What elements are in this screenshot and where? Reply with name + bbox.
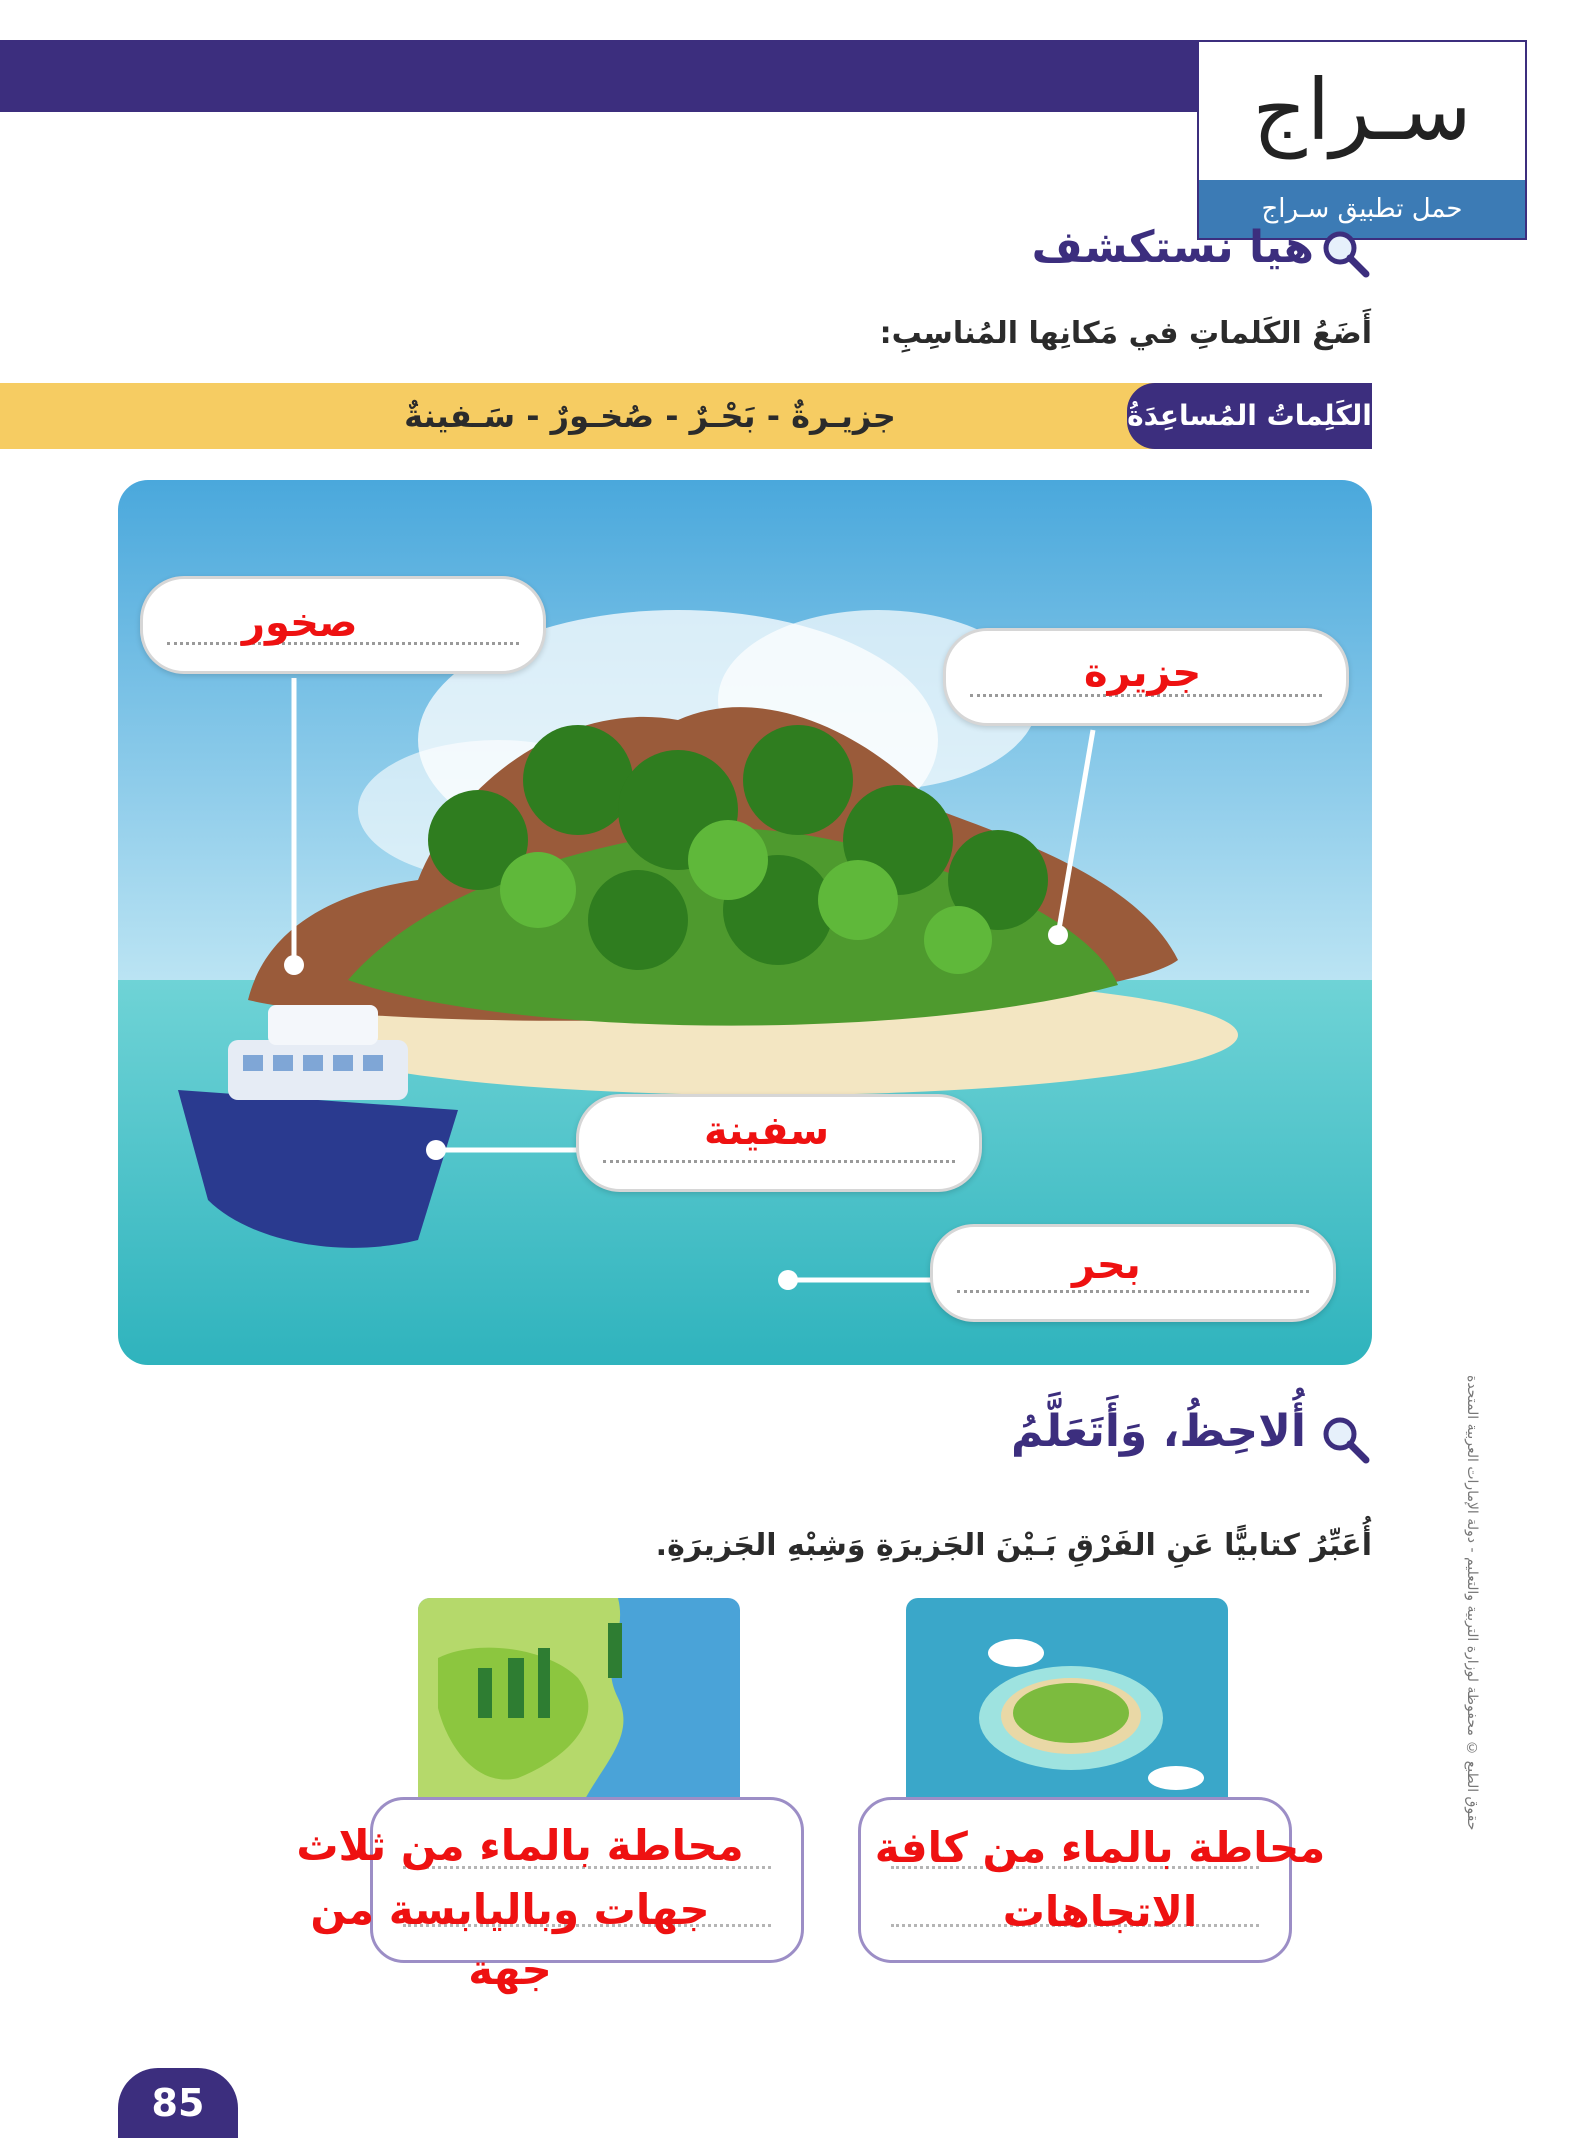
logo-text: سـراج bbox=[1252, 61, 1472, 159]
helper-words-list: جزيـرةٌ - بَحْـرٌ - صُخـورٌ - سَـفينةٌ bbox=[404, 397, 896, 435]
section2-heading: أُلاحِظُ، وَأَتَعَلَّمُ bbox=[1011, 1406, 1306, 1457]
answer-island-line2: الاتجاهات bbox=[1002, 1887, 1198, 1936]
answer-peninsula-line2: جهات وباليابسة من جهة bbox=[310, 1885, 710, 1994]
island-small-image bbox=[906, 1598, 1228, 1813]
copyright-note: حقوق الطبع © محفوظة لوزارة التربية والتعليم - دولة الإمارات العربية المتحدة bbox=[1464, 1374, 1480, 1830]
logo-tagline: حمل تطبيق سـراج bbox=[1199, 180, 1525, 238]
peninsula-image bbox=[418, 1598, 740, 1813]
helper-words-label: الكَلِماتُ المُساعِدَةُ bbox=[1127, 383, 1372, 449]
page-number: 85 bbox=[118, 2068, 238, 2138]
answer-rocks: صخور bbox=[242, 600, 358, 646]
answer-sea: بحر bbox=[1072, 1242, 1141, 1288]
section1-heading-group bbox=[1030, 218, 1370, 288]
magnifier-icon bbox=[1320, 1414, 1370, 1464]
answer-peninsula-line1: محاطة بالماء من ثلاث bbox=[296, 1821, 744, 1870]
section1-heading: هيا نستكشف bbox=[1031, 222, 1314, 273]
island-scene bbox=[118, 480, 1372, 1365]
section1-instruction: أَضَعُ الكَلماتِ في مَكانِها المُناسِبِ: bbox=[879, 316, 1372, 351]
dotted-line bbox=[957, 1290, 1309, 1293]
answer-ship: سفينة bbox=[704, 1108, 830, 1154]
section2-heading-group bbox=[960, 1400, 1370, 1480]
siraj-logo[interactable] bbox=[1197, 40, 1527, 240]
answer-island: جزيرة bbox=[1084, 650, 1202, 696]
dotted-line bbox=[603, 1160, 955, 1163]
section2-instruction: أُعَبِّرُ كتابيًّا عَنِ الفَرْقِ بَـيْنَ الجَزيرَةِ وَشِبْهِ الجَزيرَةِ. bbox=[655, 1528, 1372, 1563]
answer-island-line1: محاطة بالماء من كافة bbox=[874, 1823, 1326, 1872]
magnifier-icon bbox=[1320, 228, 1370, 278]
